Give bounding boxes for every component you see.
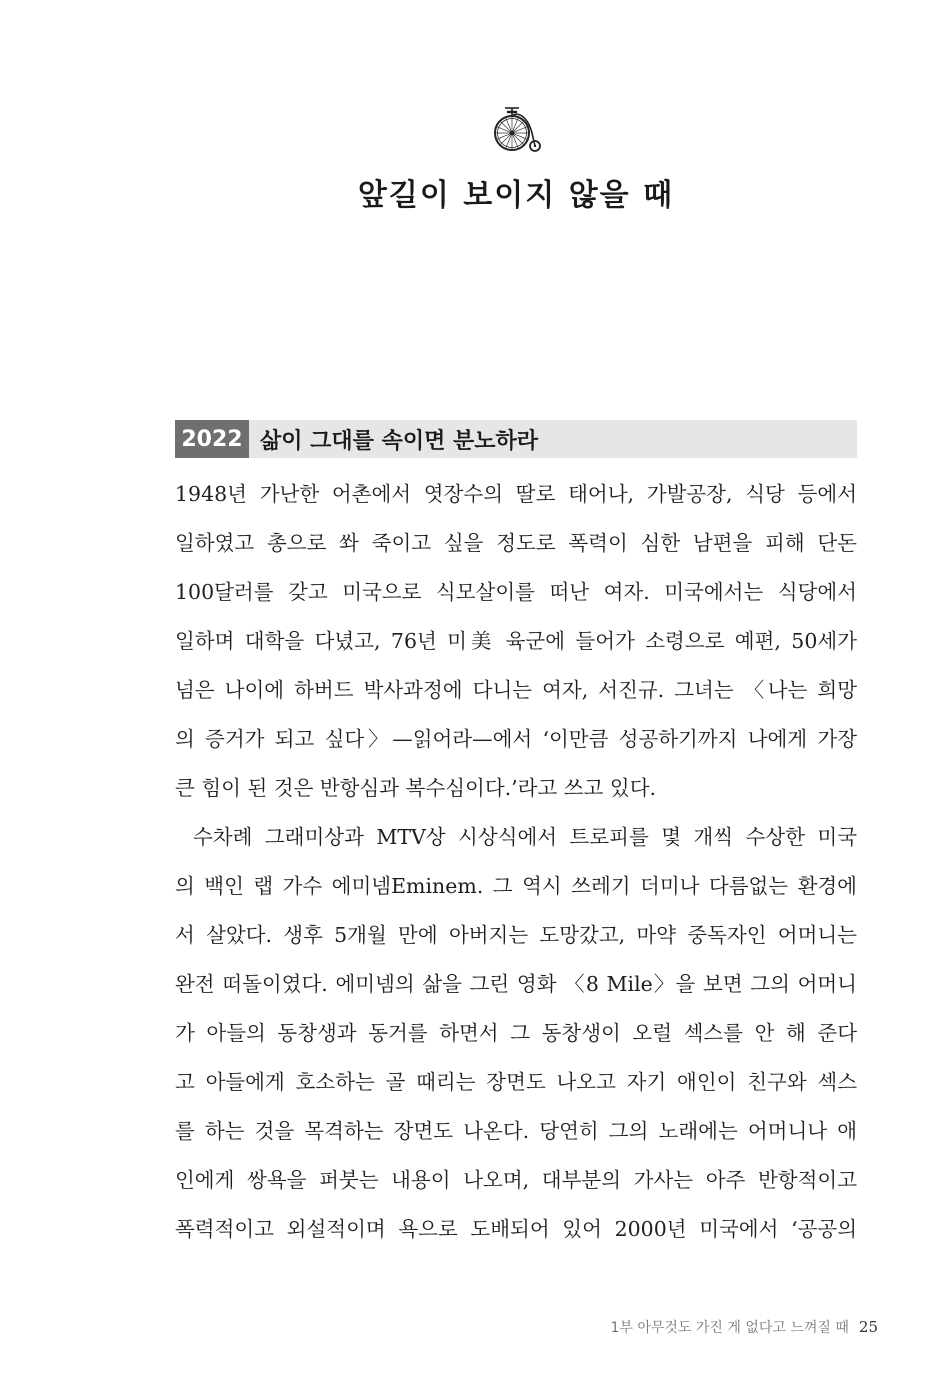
- body-line: 일하며 대학을 다녔고, 76년 미美 육군에 들어가 소령으로 예편, 50세가: [175, 629, 857, 653]
- chapter-title: 앞길이 보이지 않을 때: [357, 178, 675, 213]
- running-head: 1부 아무것도 가진 게 없다고 느껴질 때: [610, 1320, 849, 1336]
- body-line: 의 백인 랩 가수 에미넴Eminem. 그 역시 쓰레기 더미나 다름없는 환경에: [175, 874, 857, 898]
- body-line: 서 살았다. 생후 5개월 만에 아버지는 도망갔고, 마약 중독자인 어머니는: [175, 923, 857, 947]
- body-line: 수차례 그래미상과 MTV상 시상식에서 트로피를 몇 개씩 수상한 미국: [193, 825, 857, 849]
- body-line: 완전 떠돌이였다. 에미넴의 삶을 그린 영화 〈8 Mile〉을 보면 그의 어머니: [175, 972, 857, 996]
- page-footer: [610, 1317, 878, 1337]
- body-line: 를 하는 것을 목격하는 장면도 나온다. 당연히 그의 노래에는 어머니나 애: [175, 1119, 857, 1143]
- body-line: 고 아들에게 호소하는 골 때리는 장면도 나오고 자기 애인이 친구와 섹스: [175, 1070, 857, 1094]
- body-line: 의 증거가 되고 싶다〉—읽어라—에서 ‘이만큼 성공하기까지 나에게 가장: [175, 727, 857, 751]
- penny-farthing-bicycle-icon: [488, 103, 544, 159]
- body-line: 폭력적이고 외설적이며 욕으로 도배되어 있어 2000년 미국에서 ‘공공의: [175, 1217, 857, 1241]
- body-line: 큰 힘이 된 것은 반항심과 복수심이다.’라고 쓰고 있다.: [175, 776, 657, 800]
- body-line: 넘은 나이에 하버드 박사과정에 다니는 여자, 서진규. 그녀는 〈나는 희망: [175, 678, 857, 702]
- year-badge: 2022: [175, 420, 249, 458]
- body-line: 가 아들의 동창생과 동거를 하면서 그 동창생이 오럴 섹스를 안 해 준다: [175, 1021, 857, 1045]
- section-header: [175, 420, 857, 458]
- page-number: 25: [858, 1318, 878, 1336]
- body-line: 1948년 가난한 어촌에서 엿장수의 딸로 태어나, 가발공장, 식당 등에서: [175, 482, 857, 506]
- body-line: 100달러를 갖고 미국으로 식모살이를 떠난 여자. 미국에서는 식당에서: [175, 580, 857, 604]
- body-line: 인에게 쌍욕을 퍼붓는 내용이 나오며, 대부분의 가사는 아주 반항적이고: [175, 1168, 857, 1192]
- body-text: [175, 470, 857, 1254]
- body-line: 일하였고 총으로 쏴 죽이고 싶을 정도로 폭력이 심한 남편을 피해 단돈: [175, 531, 857, 555]
- section-title: 삶이 그대를 속이면 분노하라: [260, 428, 539, 454]
